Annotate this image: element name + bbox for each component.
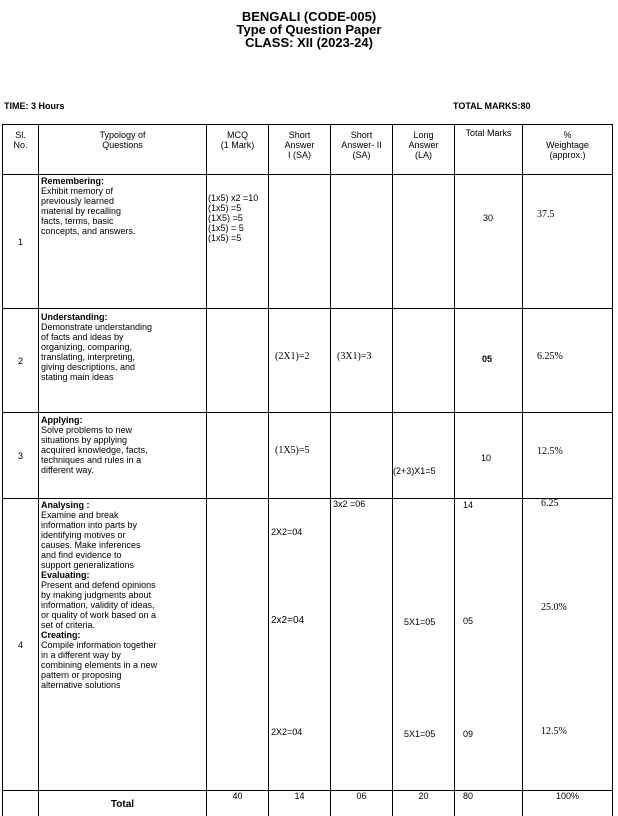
row-sa1: (1X5)=5 xyxy=(269,413,331,499)
row-la xyxy=(393,309,455,413)
row-total: 30 xyxy=(455,175,523,309)
col-weight: % Weightage (approx.) xyxy=(523,125,613,175)
row-weight: 6.25 25.0% 12.5% xyxy=(523,499,613,791)
header-row xyxy=(3,125,613,175)
row-sl: 2 xyxy=(3,309,39,413)
row-total: 10 xyxy=(455,413,523,499)
row-sl: 3 xyxy=(3,413,39,499)
row-la: (2+3)X1=5 xyxy=(393,413,455,499)
col-la: Long Answer (LA) xyxy=(393,125,455,175)
table-row xyxy=(3,499,613,791)
row-typology: Remembering: Exhibit memory of previously learned material by recalling facts, terms, basic concepts, and answers. xyxy=(39,175,207,309)
totals-weight: 100% xyxy=(523,791,613,816)
col-total: Total Marks xyxy=(455,125,523,175)
row-typology: Analysing : Examine and break information into parts by identifying motives or causes. Make inferences and find evidence to support generalizations Evaluating: Present and defend opinions by making judgments about information, validity of ideas, or quality of work based on a set of criteria. Creating: Compile information together in a different way by combining elements in a new pattern or proposing alternative solutions xyxy=(39,499,207,791)
row-la: 5X1=05 5X1=05 xyxy=(393,499,455,791)
total-marks-label: TOTAL MARKS:80 xyxy=(453,101,531,111)
time-label: TIME: 3 Hours xyxy=(4,101,65,111)
document-title: BENGALI (CODE-005) xyxy=(241,9,377,24)
col-sa1: Short Answer I (SA) xyxy=(269,125,331,175)
totals-row xyxy=(3,791,613,816)
row-mcq xyxy=(207,413,269,499)
row-sa1: (2X1)=2 xyxy=(269,309,331,413)
col-sa2: Short Answer- II (SA) xyxy=(331,125,393,175)
row-sl: 1 xyxy=(3,175,39,309)
row-la xyxy=(393,175,455,309)
row-sa1: 2X2=04 2x2=04 2X2=04 xyxy=(269,499,331,791)
totals-total: 80 xyxy=(455,791,523,816)
col-sl: Sl. No. xyxy=(3,125,39,175)
row-total: 05 xyxy=(455,309,523,413)
row-mcq xyxy=(207,499,269,791)
question-paper-table xyxy=(2,124,613,816)
row-weight: 37.5 xyxy=(523,175,613,309)
row-weight: 12.5% xyxy=(523,413,613,499)
row-sa2 xyxy=(331,413,393,499)
totals-label: Total xyxy=(39,791,207,816)
row-mcq xyxy=(207,309,269,413)
row-sa2 xyxy=(331,175,393,309)
totals-sa2: 06 xyxy=(331,791,393,816)
row-sl: 4 xyxy=(3,499,39,791)
row-total: 14 05 09 xyxy=(455,499,523,791)
row-typology: Understanding: Demonstrate understanding of facts and ideas by organizing, comparing, translating, interpreting, giving descriptions, and stating main ideas xyxy=(39,309,207,413)
col-mcq: MCQ (1 Mark) xyxy=(207,125,269,175)
totals-mcq: 40 xyxy=(207,791,269,816)
row-sa2: 3x2 =06 xyxy=(331,499,393,791)
col-typology: Typology of Questions xyxy=(39,125,207,175)
row-typology: Applying: Solve problems to new situations by applying acquired knowledge, facts, techniques and rules in a different way. xyxy=(39,413,207,499)
table-row xyxy=(3,309,613,413)
table-row xyxy=(3,413,613,499)
totals-sl xyxy=(3,791,39,816)
totals-la: 20 xyxy=(393,791,455,816)
class-label: CLASS: XII (2023-24) xyxy=(245,35,373,50)
totals-sa1: 14 xyxy=(269,791,331,816)
row-weight: 6.25% xyxy=(523,309,613,413)
row-mcq: (1x5) x2 =10 (1x5) =5 (1X5) =5 (1x5) = 5 (1x5) =5 xyxy=(207,175,269,309)
table-row xyxy=(3,175,613,309)
row-sa1 xyxy=(269,175,331,309)
row-sa2: (3X1)=3 xyxy=(331,309,393,413)
document-subtitle: Type of Question Paper xyxy=(236,22,382,37)
